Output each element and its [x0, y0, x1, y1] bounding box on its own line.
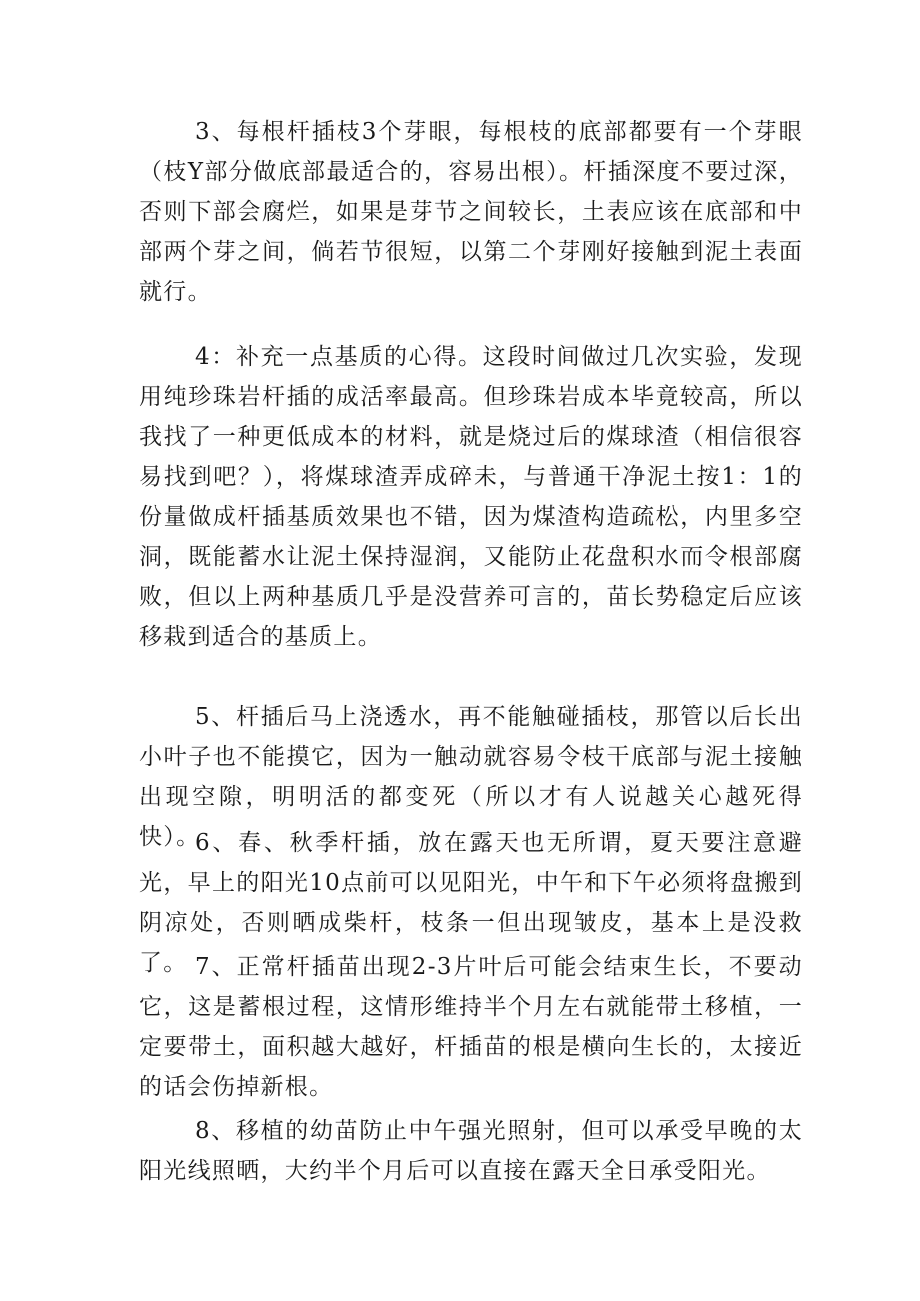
- paragraph-5: 5、杆插后马上浇透水，再不能触碰插枝，那管以后长出小叶子也不能摸它，因为一触动就容易令枝干底部与泥土接触出现空隙，明明活的都变死（所以才有人说越关心越死得快）。: [139, 704, 803, 850]
- paragraph-3: 3、每根杆插枝3个芽眼，每根枝的底部都要有一个芽眼（枝Y部分做底部最适合的，容易出根）。杆插深度不要过深，否则下部会腐烂，如果是芽节之间较长，土表应该在底部和中部两个芽之间，倘若节很短，以第二个芽刚好接触到泥土表面就行。: [139, 119, 803, 305]
- paragraph-4: 4：补充一点基质的心得。这段时间做过几次实验，发现用纯珍珠岩杆插的成活率最高。但珍珠岩成本毕竟较高，所以我找了一种更低成本的材料，就是烧过后的煤球渣（相信很容易找到吧？），将煤球渣弄成碎未，与普通干净泥土按1：1的份量做成杆插基质效果也不错，因为煤渣构造疏松，内里多空洞，既能蓄水让泥土保持湿润，又能防止花盘积水而令根部腐败，但以上两种基质几乎是没营养可言的，苗长势稳定后应该移栽到适合的基质上。: [139, 344, 803, 650]
- paragraph-8: 8、移植的幼苗防止中午强光照射，但可以承受早晚的太阳光线照晒，大约半个月后可以直接在露天全日承受阳光。: [139, 1118, 803, 1184]
- paragraph-7: 7、正常杆插苗出现2-3片叶后可能会结束生长，不要动它，这是蓄根过程，这情形维持半个月左右就能带土移植，一定要带土，面积越大越好，杆插苗的根是横向生长的，太接近的话会伤掉新根。: [139, 954, 803, 1100]
- paragraph-6: 6、春、秋季杆插，放在露天也无所谓，夏天要注意避光，早上的阳光10点前可以见阳光，中午和下午必须将盘搬到阴凉处，否则晒成柴杆，枝条一但出现皱皮，基本上是没救了。: [139, 830, 803, 976]
